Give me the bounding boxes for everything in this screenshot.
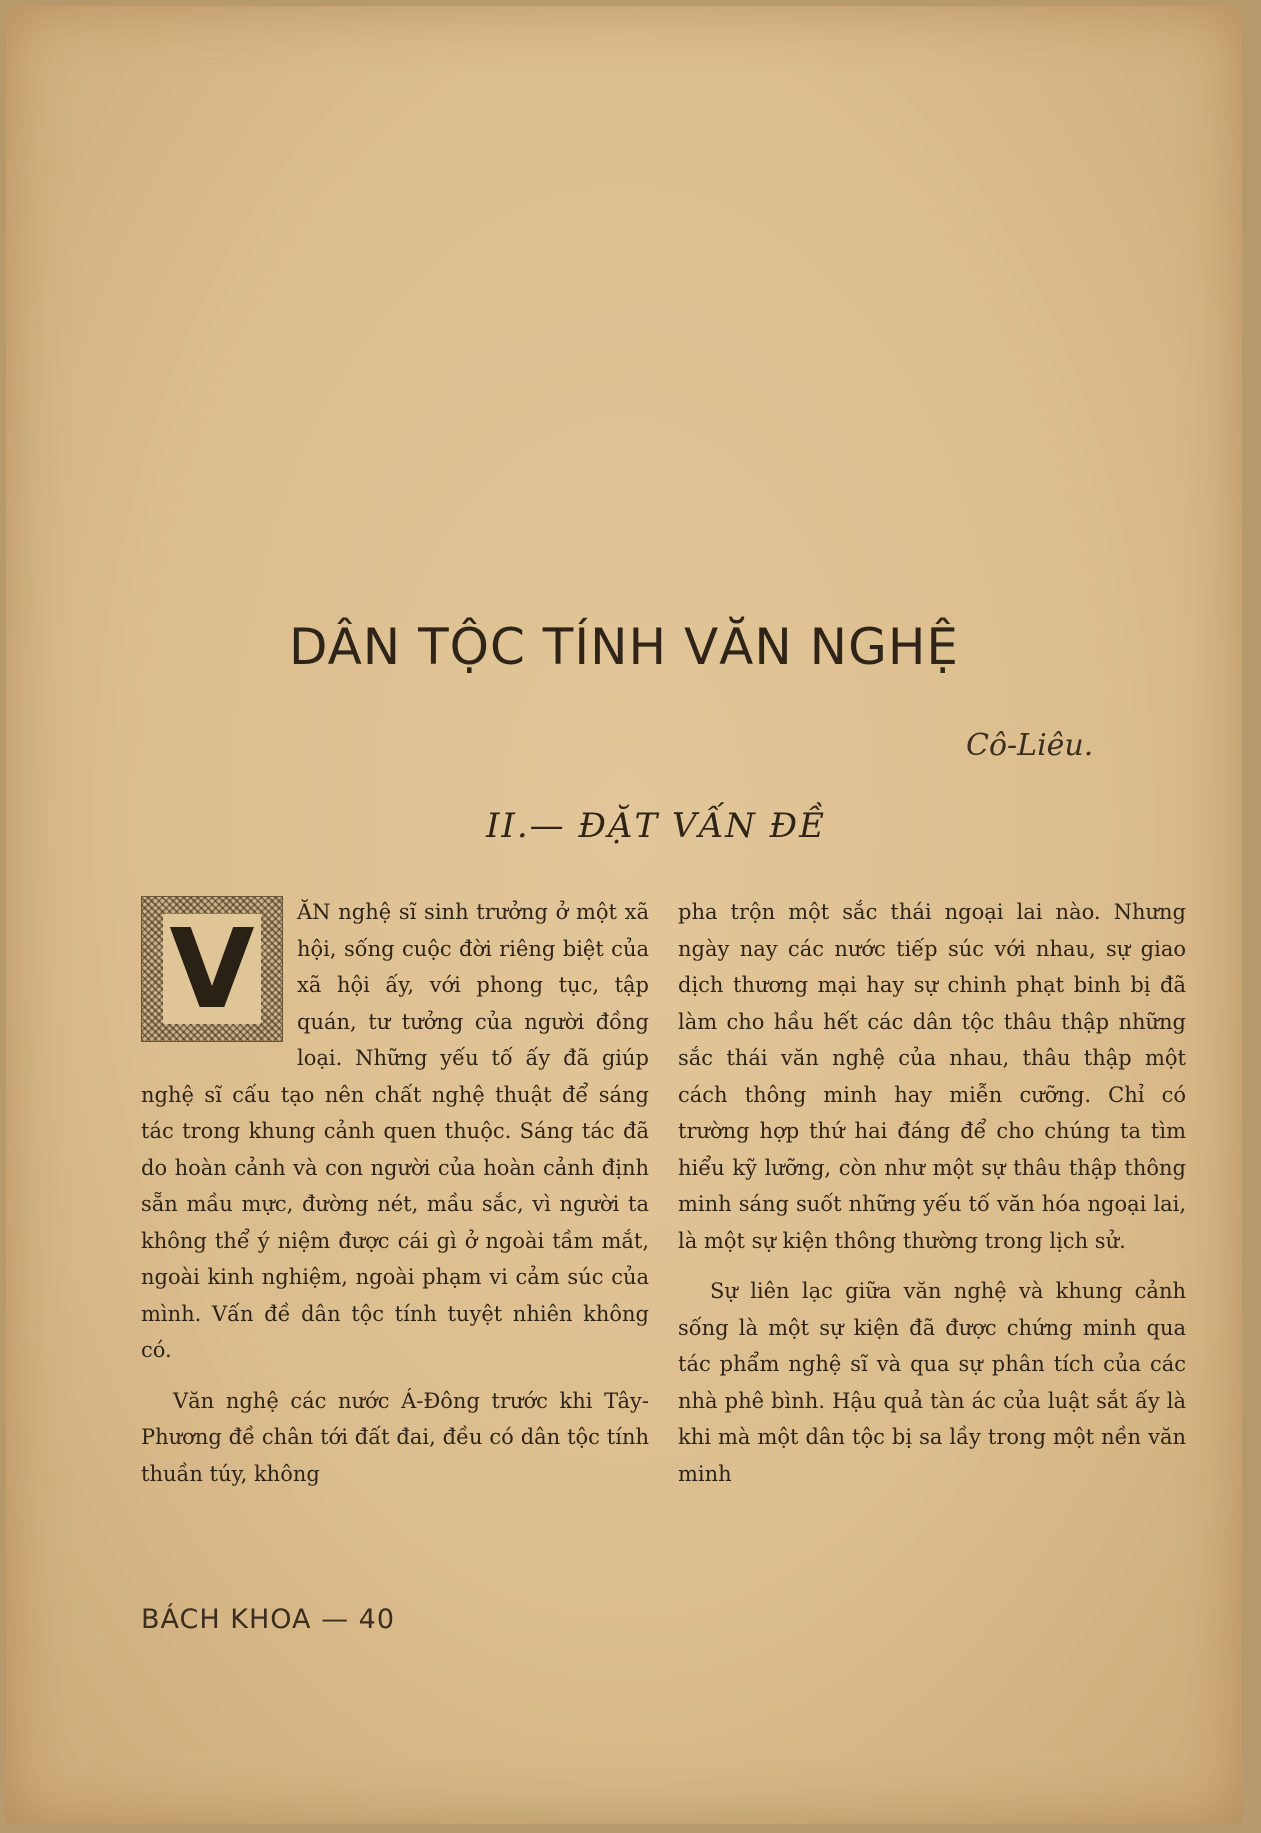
- page-footer: BÁCH KHOA — 40: [141, 1604, 396, 1635]
- left-column: [141, 894, 649, 1492]
- dropcap-letter-glyph: V: [163, 914, 260, 1024]
- paragraph-1: ĂN nghệ sĩ sinh trưởng ở một xã hội, sống cuộc đời riêng biệt của xã hội ấy, với phong tục, tập quán, tư tưởng của người đồng loại. Những yếu tố ấy đã giúp nghệ sĩ cấu tạo nên chất nghệ thuật để sáng tác trong khung cảnh quen thuộc. Sáng tác đã do hoàn cảnh và con người của hoàn cảnh định sẵn mầu mực, đường nét, mầu sắc, vì người ta không thể ý niệm được cái gì ở ngoài tầm mắt, ngoài kinh nghiệm, ngoài phạm vi cảm súc của mình. Vấn đề dân tộc tính tuyệt nhiên không có.: [141, 900, 649, 1362]
- paragraph-3: pha trộn một sắc thái ngoại lai nào. Nhưng ngày nay các nước tiếp súc với nhau, sự giao dịch thương mại hay sự chinh phạt binh bị đã làm cho hầu hết các dân tộc thâu thập những sắc thái văn nghệ của nhau, thâu thập một cách thông minh hay miễn cưỡng. Chỉ có trường hợp thứ hai đáng để cho chúng ta tìm hiểu kỹ lưỡng, còn như một sự thâu thập thông minh sáng suốt những yếu tố văn hóa ngoại lai, là một sự kiện thông thường trong lịch sử.: [678, 900, 1186, 1253]
- page: [6, 6, 1242, 1824]
- article-title: DÂN TỘC TÍNH VĂN NGHỆ: [288, 618, 960, 676]
- paragraph-2: Văn nghệ các nước Á-Đông trước khi Tây-Phương đề chân tới đất đai, đều có dân tộc tính thuần túy, không: [141, 1388, 649, 1486]
- author-signature: Cô-Liêu.: [966, 728, 1094, 763]
- paragraph-1-block: [141, 894, 649, 1369]
- section-heading: II.— ĐẶT VẤN ĐỀ: [486, 806, 826, 846]
- right-column: [678, 894, 1186, 1492]
- dropcap-letter: [141, 896, 283, 1042]
- paragraph-4: Sự liên lạc giữa văn nghệ và khung cảnh sống là một sự kiện đã được chứng minh qua tác phẩm nghệ sĩ và qua sự phân tích của các nhà phê bình. Hậu quả tàn ác của luật sắt ấy là khi mà một dân tộc bị sa lầy trong một nền văn minh: [678, 1279, 1186, 1486]
